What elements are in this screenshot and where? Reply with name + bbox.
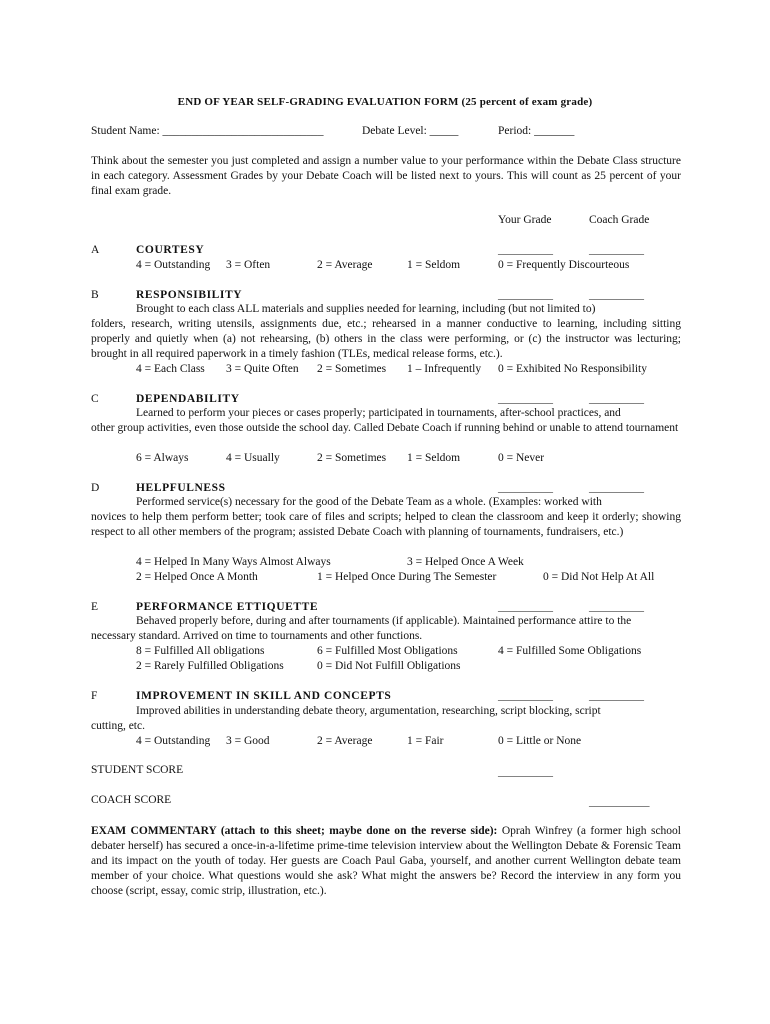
student-name-field: Student Name: ____________________________ bbox=[91, 125, 324, 137]
exam-commentary bbox=[91, 824, 681, 899]
scale-item: 1 = Helped Once During The Semester bbox=[317, 571, 497, 583]
section-letter: D bbox=[91, 482, 100, 494]
coach-score-label: COACH SCORE bbox=[91, 794, 172, 806]
your-grade-blank: __________ bbox=[498, 244, 553, 256]
section-letter: A bbox=[91, 244, 100, 256]
section-heading: COURTESY bbox=[136, 244, 205, 256]
exam-commentary-heading: EXAM COMMENTARY (attach to this sheet; maybe done on the reverse side): bbox=[91, 825, 498, 837]
section-description-continued: novices to help them perform better; took care of files and scripts; helped to clean the classroom and keep it orderly; showing respect to all other members of the program; assisted Debate Coach with planning of tournaments, fundraisers, etc.) bbox=[91, 511, 681, 538]
scale-item: 0 = Never bbox=[498, 452, 545, 464]
scale-item: 4 = Usually bbox=[226, 452, 280, 464]
section-description: Learned to perform your pieces or cases properly; participated in tournaments, after-school practices, and bbox=[136, 407, 621, 419]
section-description: Performed service(s) necessary for the good of the Debate Team as a whole. (Examples: worked with bbox=[136, 496, 602, 508]
section-description: Behaved properly before, during and after tournaments (if applicable). Maintained performance attire to the bbox=[136, 615, 632, 627]
scale-item: 2 = Average bbox=[317, 735, 373, 747]
debate-level-field: Debate Level: _____ bbox=[362, 125, 459, 137]
scale-item: 3 = Good bbox=[226, 735, 270, 747]
scale-item: 4 = Helped In Many Ways Almost Always bbox=[136, 556, 331, 568]
scale-item: 6 = Always bbox=[136, 452, 189, 464]
scale-item: 1 = Seldom bbox=[407, 259, 461, 271]
your-grade-blank: __________ bbox=[498, 601, 553, 613]
section-description: Brought to each class ALL materials and supplies needed for learning, including (but not limited to) bbox=[136, 303, 596, 315]
scale-item: 3 = Helped Once A Week bbox=[407, 556, 524, 568]
scale-item: 3 = Quite Often bbox=[226, 363, 299, 375]
scale-item: 8 = Fulfilled All obligations bbox=[136, 645, 265, 657]
period-field: Period: _______ bbox=[498, 125, 575, 137]
section-heading: DEPENDABILITY bbox=[136, 393, 240, 405]
section-heading: RESPONSIBILITY bbox=[136, 289, 243, 301]
coach-score-blank: ___________ bbox=[589, 796, 650, 808]
section-description-continued: folders, research, writing utensils, assignments due, etc.; rehearsed in a manner conductive to learning, including sitting properly and quietly when (a) not rehearsing, (b) others in the class were performing, or (c) the instructor was lecturing; brought in all required paperwork in a timely fashion (TLEs, medical release forms, etc.). bbox=[91, 318, 681, 360]
section-letter: F bbox=[91, 690, 98, 702]
coach-grade-blank: __________ bbox=[589, 289, 644, 301]
student-score-blank: __________ bbox=[498, 766, 553, 778]
section-description-continued: other group activities, even those outside the school day. Called Debate Coach if running behind or unable to attend tournament bbox=[91, 422, 679, 434]
scale-item: 3 = Often bbox=[226, 259, 271, 271]
scale-item: 2 = Sometimes bbox=[317, 363, 387, 375]
section-letter: C bbox=[91, 393, 99, 405]
coach-grade-blank: __________ bbox=[589, 601, 644, 613]
exam-commentary-text: Oprah Winfrey (a former high school debater herself) has secured a once-in-a-lifetime prime-time television interview about the Wellington Debate & Forensic Team and its impact on the youth of today. Her guests are Coach Paul Gaba, yourself, and another current Wellington debate team member of your choice. What questions would she ask? What might the answers be? Record the interview in any form you choose (script, essay, comic strip, illustration, etc.). bbox=[91, 825, 681, 897]
your-grade-blank: __________ bbox=[498, 482, 553, 494]
section-heading: PERFORMANCE ETTIQUETTE bbox=[136, 601, 319, 613]
scale-item: 0 = Did Not Fulfill Obligations bbox=[317, 660, 461, 672]
coach-grade-blank: __________ bbox=[589, 482, 644, 494]
scale-item: 1 = Fair bbox=[407, 735, 444, 747]
section-description-continued: cutting, etc. bbox=[91, 720, 145, 732]
section-letter: B bbox=[91, 289, 99, 301]
your-grade-blank: __________ bbox=[498, 289, 553, 301]
section-letter: E bbox=[91, 601, 99, 613]
scale-item: 0 = Frequently Discourteous bbox=[498, 259, 630, 271]
coach-grade-header: Coach Grade bbox=[589, 214, 650, 226]
scale-item: 6 = Fulfilled Most Obligations bbox=[317, 645, 458, 657]
section-heading: HELPFULNESS bbox=[136, 482, 226, 494]
student-score-label: STUDENT SCORE bbox=[91, 764, 184, 776]
scale-item: 4 = Outstanding bbox=[136, 735, 211, 747]
scale-item: 4 = Outstanding bbox=[136, 259, 211, 271]
scale-item: 2 = Rarely Fulfilled Obligations bbox=[136, 660, 284, 672]
scale-item: 1 – Infrequently bbox=[407, 363, 482, 375]
coach-grade-blank: __________ bbox=[589, 690, 644, 702]
section-heading: IMPROVEMENT IN SKILL AND CONCEPTS bbox=[136, 690, 392, 702]
scale-item: 2 = Sometimes bbox=[317, 452, 387, 464]
section-description: Improved abilities in understanding debate theory, argumentation, researching, script blocking, script bbox=[136, 705, 601, 717]
section-description-continued: necessary standard. Arrived on time to tournaments and other functions. bbox=[91, 630, 423, 642]
scale-item: 4 = Fulfilled Some Obligations bbox=[498, 645, 642, 657]
scale-item: 2 = Average bbox=[317, 259, 373, 271]
scale-item: 0 = Exhibited No Responsibility bbox=[498, 363, 647, 375]
your-grade-header: Your Grade bbox=[498, 214, 552, 226]
your-grade-blank: __________ bbox=[498, 690, 553, 702]
coach-grade-blank: __________ bbox=[589, 244, 644, 256]
intro-paragraph: Think about the semester you just completed and assign a number value to your performance within the Debate Class structure in each category. Assessment Grades by your Debate Coach will be listed next to yours. This will count as 25 percent of your final exam grade. bbox=[91, 155, 681, 197]
scale-item: 2 = Helped Once A Month bbox=[136, 571, 258, 583]
form-title: END OF YEAR SELF-GRADING EVALUATION FORM (25 percent of exam grade) bbox=[177, 96, 593, 108]
scale-item: 0 = Little or None bbox=[498, 735, 582, 747]
your-grade-blank: __________ bbox=[498, 393, 553, 405]
scale-item: 4 = Each Class bbox=[136, 363, 205, 375]
scale-item: 1 = Seldom bbox=[407, 452, 461, 464]
scale-item: 0 = Did Not Help At All bbox=[543, 571, 655, 583]
coach-grade-blank: __________ bbox=[589, 393, 644, 405]
